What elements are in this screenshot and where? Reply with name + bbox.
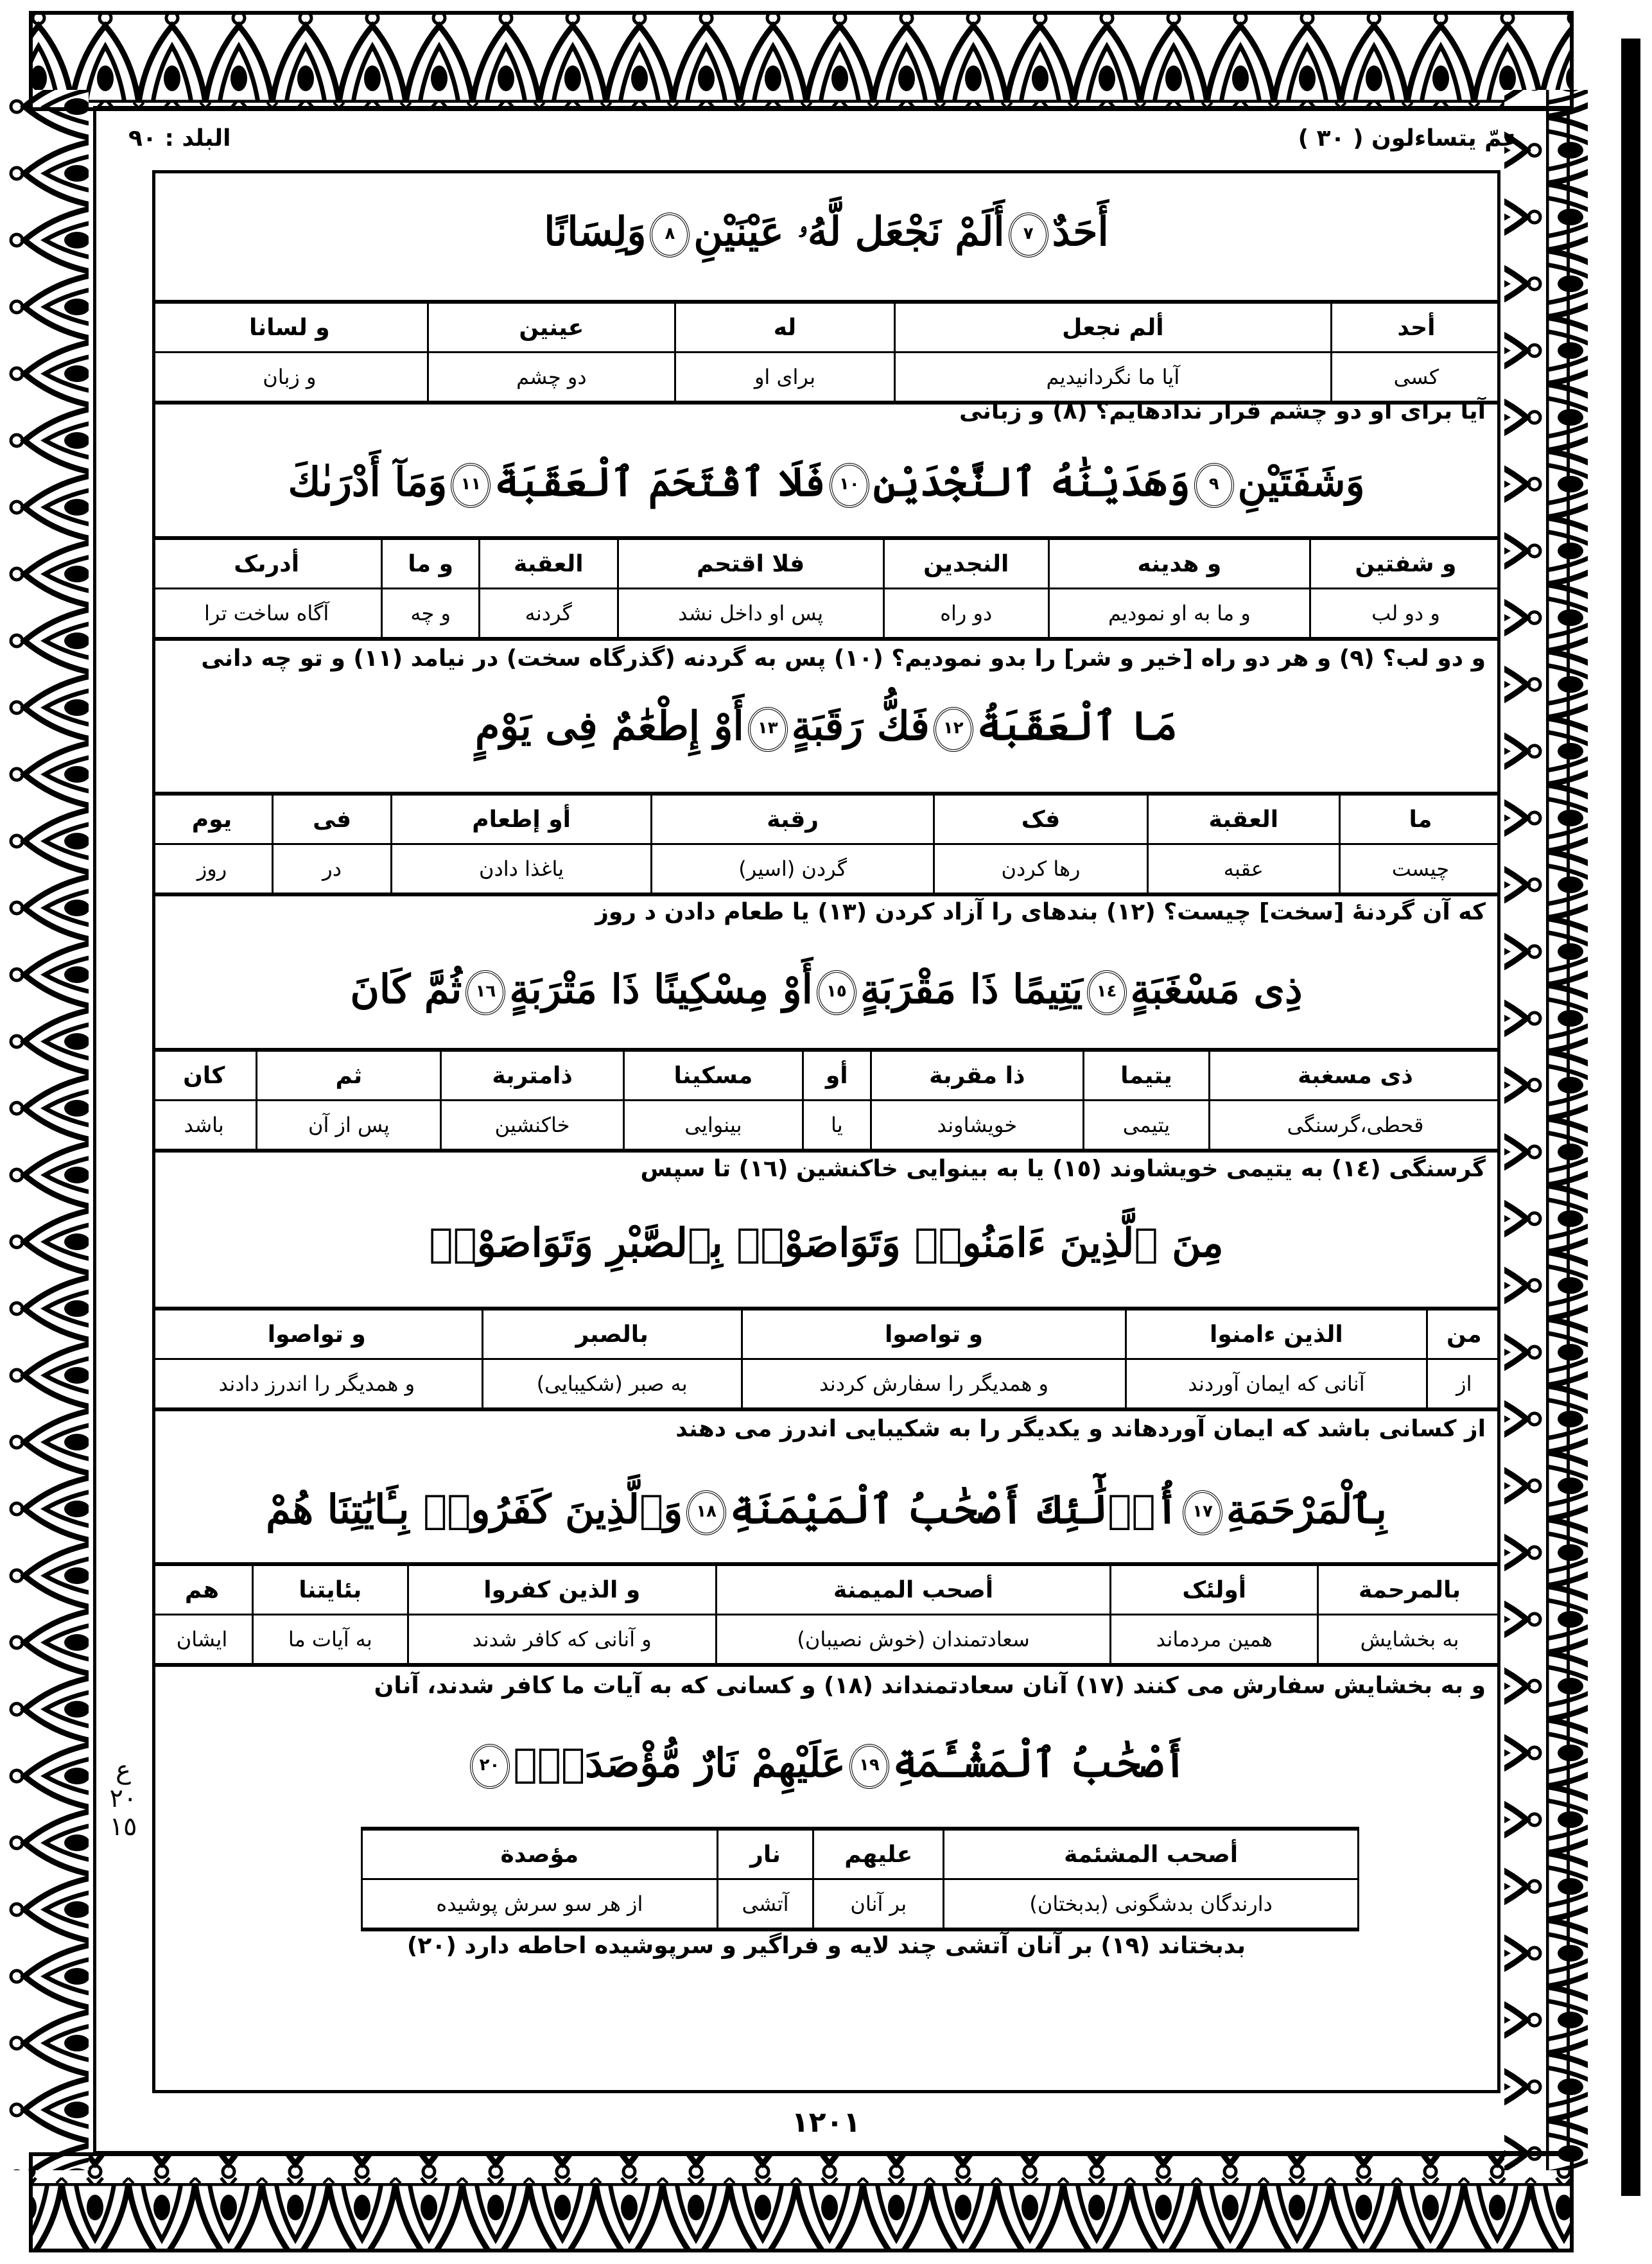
arabic-word-cell: هم (152, 1564, 253, 1615)
arabic-word-cell: أصحب المیمنة (716, 1564, 1111, 1615)
meaning-cell: یتیمی (1083, 1101, 1209, 1151)
verse-text: ذِى مَسْغَبَةٍ (1130, 966, 1303, 1013)
verse-line (155, 458, 1497, 508)
ruku-number: ٢٠ (109, 1784, 137, 1813)
arabic-word-cell: علیهم (813, 1829, 944, 1879)
arabic-word-cell: ذی مسغبة (1209, 1050, 1500, 1101)
arabic-word-cell: رقبة (652, 794, 934, 844)
arabic-word-cell: و الذین کفروا (408, 1564, 716, 1615)
meaning-cell: از (1427, 1359, 1500, 1410)
meaning-cell: چیست (1339, 844, 1500, 895)
meaning-cell: آگاه ساخت ترا (152, 589, 382, 640)
persian-meanings-row (152, 589, 1500, 640)
verse-line (155, 702, 1497, 752)
arabic-words-row (152, 794, 1500, 844)
persian-translation: گرسنگی (١٤) به یتیمی خویشاوند (١٥) یا به بینوایی خاکنشین (١٦) تا سپس (640, 1156, 1486, 1182)
ayah-number-marker: ١٢ (934, 707, 973, 752)
arabic-word-cell: و هدینه (1048, 538, 1310, 589)
arabic-word-cell: ثم (257, 1050, 441, 1101)
meaning-cell: روز (152, 844, 273, 895)
arabic-word-cell: و لسانا (152, 302, 428, 353)
content-frame (152, 170, 1500, 2093)
arabic-word-cell: و ما (382, 538, 480, 589)
arabic-word-cell: کان (152, 1050, 257, 1101)
ayah-number-marker: ٩ (1194, 463, 1234, 508)
meaning-cell: باشد (152, 1101, 257, 1151)
meaning-cell: آیا ما نگردانیدیم (894, 353, 1331, 403)
arabic-word-cell: أدرىک (152, 538, 382, 589)
persian-meanings-row (152, 353, 1500, 403)
arabic-word-cell: أو إطعام (392, 794, 652, 844)
verse-text: أَحَدٌ (1052, 208, 1109, 255)
arabic-word-cell: و شفتین (1310, 538, 1500, 589)
arabic-word-cell: و تواصوا (152, 1309, 482, 1359)
verse-text: أُو۟لَٰٓئِكَ أَصْحَٰبُ ٱلْمَيْمَنَةِ (730, 1486, 1179, 1533)
page-header (96, 125, 1547, 164)
meaning-cell: در (273, 844, 392, 895)
persian-meanings-row (152, 1101, 1500, 1151)
ayah-number-marker: ١٤ (1087, 970, 1127, 1015)
meaning-cell: بینوایی (623, 1101, 803, 1151)
page-number: ١٢٠١ (791, 2106, 861, 2139)
verse-text: يَتِيمًا ذَا مَقْرَبَةٍ (860, 966, 1083, 1013)
arabic-word-cell: و تواصوا (742, 1309, 1126, 1359)
meaning-cell: خاکنشین (441, 1101, 624, 1151)
arabic-word-cell: بالمرحمة (1318, 1564, 1500, 1615)
meaning-cell: کسی (1331, 353, 1500, 403)
arabic-word-cell: أولئک (1111, 1564, 1318, 1615)
meaning-cell: دارندگان بدشگونی (بدبختان) (944, 1879, 1359, 1930)
meaning-cell: بر آنان (813, 1879, 944, 1930)
ayah-number-marker: ١٣ (748, 707, 788, 752)
ayah-number-marker: ٧ (1009, 213, 1048, 257)
arabic-word-cell: الذین ءامنوا (1126, 1309, 1427, 1359)
meaning-cell: ایشان (152, 1615, 253, 1666)
ayah-number-marker: ١٩ (849, 1744, 889, 1789)
arabic-word-cell: العقبة (1147, 794, 1339, 844)
verse-text: مَا ٱلْعَقَبَةُ (977, 702, 1178, 749)
persian-translation: که آن گردنۀ [سخت] چیست؟ (١٢) بندهای را آزاد کردن (١٣) یا طعام دادن د روز (595, 899, 1486, 925)
meaning-cell: به صبر (شکیبایی) (482, 1359, 742, 1410)
arabic-word-cell: نار (717, 1829, 813, 1879)
arabic-words-row (362, 1829, 1359, 1879)
juz-label: عمّ يتساءلون ( ٣٠ ) (1298, 125, 1518, 152)
persian-translation: و به بخشایش سفارش می کنند (١٧) آنان سعادتمنداند (١٨) و کسانی که به آیات ما کافر شدند، آنان (374, 1673, 1486, 1699)
persian-meanings-row (152, 1359, 1500, 1410)
verse-text: فَلَا ٱقْتَحَمَ ٱلْعَقَبَةَ (494, 458, 826, 505)
verse-text: وَمَآ أَدْرَىٰكَ (288, 458, 448, 505)
ayah-number-marker: ١٧ (1183, 1490, 1222, 1535)
persian-translation: از کسانی باشد که ایمان آوردهاند و یکدیگر را به شکیبایی اندرز می دهند (675, 1416, 1486, 1442)
arabic-word-cell: فلا اقتحم (618, 538, 883, 589)
verse-line (155, 1739, 1497, 1789)
meaning-cell: خویشاوند (871, 1101, 1083, 1151)
meaning-cell: به آیات ما (253, 1615, 408, 1666)
verse-text: عَلَيْهِمْ نَارٌ مُّؤْصَدَةٌۢ (513, 1739, 846, 1786)
meaning-cell: سعادتمندان (خوش نصیبان) (716, 1615, 1111, 1666)
word-by-word-table (361, 1827, 1359, 1931)
verse-text: أَلَمْ نَجْعَل لَّهُۥ عَيْنَيْنِ (693, 208, 1005, 255)
verse-text: ثُمَّ كَانَ (350, 966, 462, 1013)
arabic-word-cell: فک (934, 794, 1148, 844)
word-by-word-table (152, 792, 1500, 896)
meaning-cell: برای او (675, 353, 895, 403)
arabic-word-cell: له (675, 302, 895, 353)
arabic-words-row (152, 302, 1500, 353)
arabic-word-cell: أو (803, 1050, 871, 1101)
ayah-number-marker: ٨ (650, 213, 690, 257)
scan-shadow-edge (1621, 39, 1640, 2196)
meaning-cell: و ما به او نمودیم (1048, 589, 1310, 640)
meaning-cell: گردن (اسیر) (652, 844, 934, 895)
verse-line (155, 1486, 1497, 1535)
verse-line (155, 1219, 1497, 1266)
arabic-words-row (152, 1050, 1500, 1101)
ruku-symbol: ع (116, 1755, 131, 1785)
verse-text: أَصْحَٰبُ ٱلْمَشْـَٔمَةِ (892, 1739, 1187, 1786)
ruku-count: ١٥ (109, 1812, 137, 1842)
arabic-word-cell: یتیما (1083, 1050, 1209, 1101)
word-by-word-table (152, 536, 1500, 641)
verse-text: أَوْ إِطْعَٰمٌ فِى يَوْمٍ (475, 702, 744, 749)
verse-text: أَوْ مِسْكِينًا ذَا مَتْرَبَةٍ (509, 966, 813, 1013)
persian-meanings-row (362, 1879, 1359, 1930)
verse-text: وَهَدَيْنَٰهُ ٱلنَّجْدَيْنِ (873, 458, 1190, 505)
arabic-word-cell: مؤصدة (362, 1829, 718, 1879)
meaning-cell: دو چشم (428, 353, 675, 403)
meaning-cell: آنانی که ایمان آوردند (1126, 1359, 1427, 1410)
arabic-words-row (152, 538, 1500, 589)
arabic-word-cell: فی (273, 794, 392, 844)
arabic-word-cell: ذامتربة (441, 1050, 624, 1101)
meaning-cell: یاغذا دادن (392, 844, 652, 895)
word-by-word-table (152, 300, 1500, 405)
arabic-word-cell: ألم نجعل (894, 302, 1331, 353)
meaning-cell: آتشی (717, 1879, 813, 1930)
arabic-word-cell: ذا مقربة (871, 1050, 1083, 1101)
meaning-cell: از هر سو سرش پوشیده (362, 1879, 718, 1930)
verse-text: مِنَ ٱلَّذِينَ ءَامَنُوا۟ وَتَوَاصَوْا۟ بِٱلصَّبْرِ وَتَوَاصَوْا۟ (429, 1219, 1224, 1266)
arabic-words-row (152, 1309, 1500, 1359)
meaning-cell: عقبه (1147, 844, 1339, 895)
meaning-cell: گردنه (479, 589, 618, 640)
meaning-cell: رها کردن (934, 844, 1148, 895)
arabic-word-cell: أحد (1331, 302, 1500, 353)
ruku-margin-note (104, 1756, 143, 1841)
arabic-word-cell: مسکینا (623, 1050, 803, 1101)
ayah-number-marker: ١٠ (830, 463, 869, 508)
arabic-word-cell: بئایتنا (253, 1564, 408, 1615)
meaning-cell: و دو لب (1310, 589, 1500, 640)
verse-line (155, 208, 1497, 257)
word-by-word-table (152, 1307, 1500, 1411)
verse-text: وَٱلَّذِينَ كَفَرُوا۟ بِـَٔايَٰتِنَا هُمْ (266, 1486, 683, 1533)
persian-translation: آیا برای او دو چشم قرار ندادهایم؟ (٨) و زبانی (959, 398, 1486, 424)
verse-text: وَشَفَتَيْنِ (1237, 458, 1365, 505)
meaning-cell: همین مردماند (1111, 1615, 1318, 1666)
arabic-word-cell: النجدین (883, 538, 1048, 589)
persian-translation: و دو لب؟ (٩) و هر دو راه [خیر و شر] را بدو نمودیم؟ (١٠) پس به گردنه (گذرگاه سخت) در نیامد (١١) و تو چه دانی (201, 645, 1486, 672)
persian-meanings-row (152, 1615, 1500, 1666)
arabic-words-row (152, 1564, 1500, 1615)
ayah-number-marker: ١٦ (465, 970, 505, 1015)
arabic-word-cell: بالصبر (482, 1309, 742, 1359)
arabic-word-cell: عينين (428, 302, 675, 353)
meaning-cell: و زبان (152, 353, 428, 403)
meaning-cell: و همدیگر را سفارش کردند (742, 1359, 1126, 1410)
arabic-word-cell: ما (1339, 794, 1500, 844)
meaning-cell: و همدیگر را اندرز دادند (152, 1359, 482, 1410)
arabic-word-cell: أصحب المشئمة (944, 1829, 1359, 1879)
ayah-number-marker: ١٥ (817, 970, 856, 1015)
arabic-word-cell: العقبة (479, 538, 618, 589)
persian-meanings-row (152, 844, 1500, 895)
word-by-word-table (152, 1048, 1500, 1153)
ayah-number-marker: ٢٠ (470, 1744, 510, 1789)
persian-translation: بدبختاند (١٩) بر آنان آتشی چند لایه و فراگیر و سرپوشیده احاطه دارد (٢٠) (406, 1933, 1246, 1959)
ayah-number-marker: ١٨ (686, 1490, 726, 1535)
verse-text: بِٱلْمَرْحَمَةِ (1226, 1486, 1387, 1533)
meaning-cell: به بخشایش (1318, 1615, 1500, 1666)
verse-text: وَلِسَانًا (544, 208, 647, 255)
verse-line (155, 966, 1497, 1015)
arabic-word-cell: من (1427, 1309, 1500, 1359)
meaning-cell: قحطی،گرسنگی (1209, 1101, 1500, 1151)
ayah-number-marker: ١١ (451, 463, 491, 508)
meaning-cell: یا (803, 1101, 871, 1151)
word-by-word-table (152, 1562, 1500, 1667)
meaning-cell: پس از آن (257, 1101, 441, 1151)
meaning-cell: پس او داخل نشد (618, 589, 883, 640)
surah-label: البلد : ٩٠ (128, 125, 231, 152)
meaning-cell: دو راه (883, 589, 1048, 640)
meaning-cell: و چه (382, 589, 480, 640)
meaning-cell: و آنانی که کافر شدند (408, 1615, 716, 1666)
arabic-word-cell: یوم (152, 794, 273, 844)
verse-text: فَكُّ رَقَبَةٍ (791, 702, 930, 749)
